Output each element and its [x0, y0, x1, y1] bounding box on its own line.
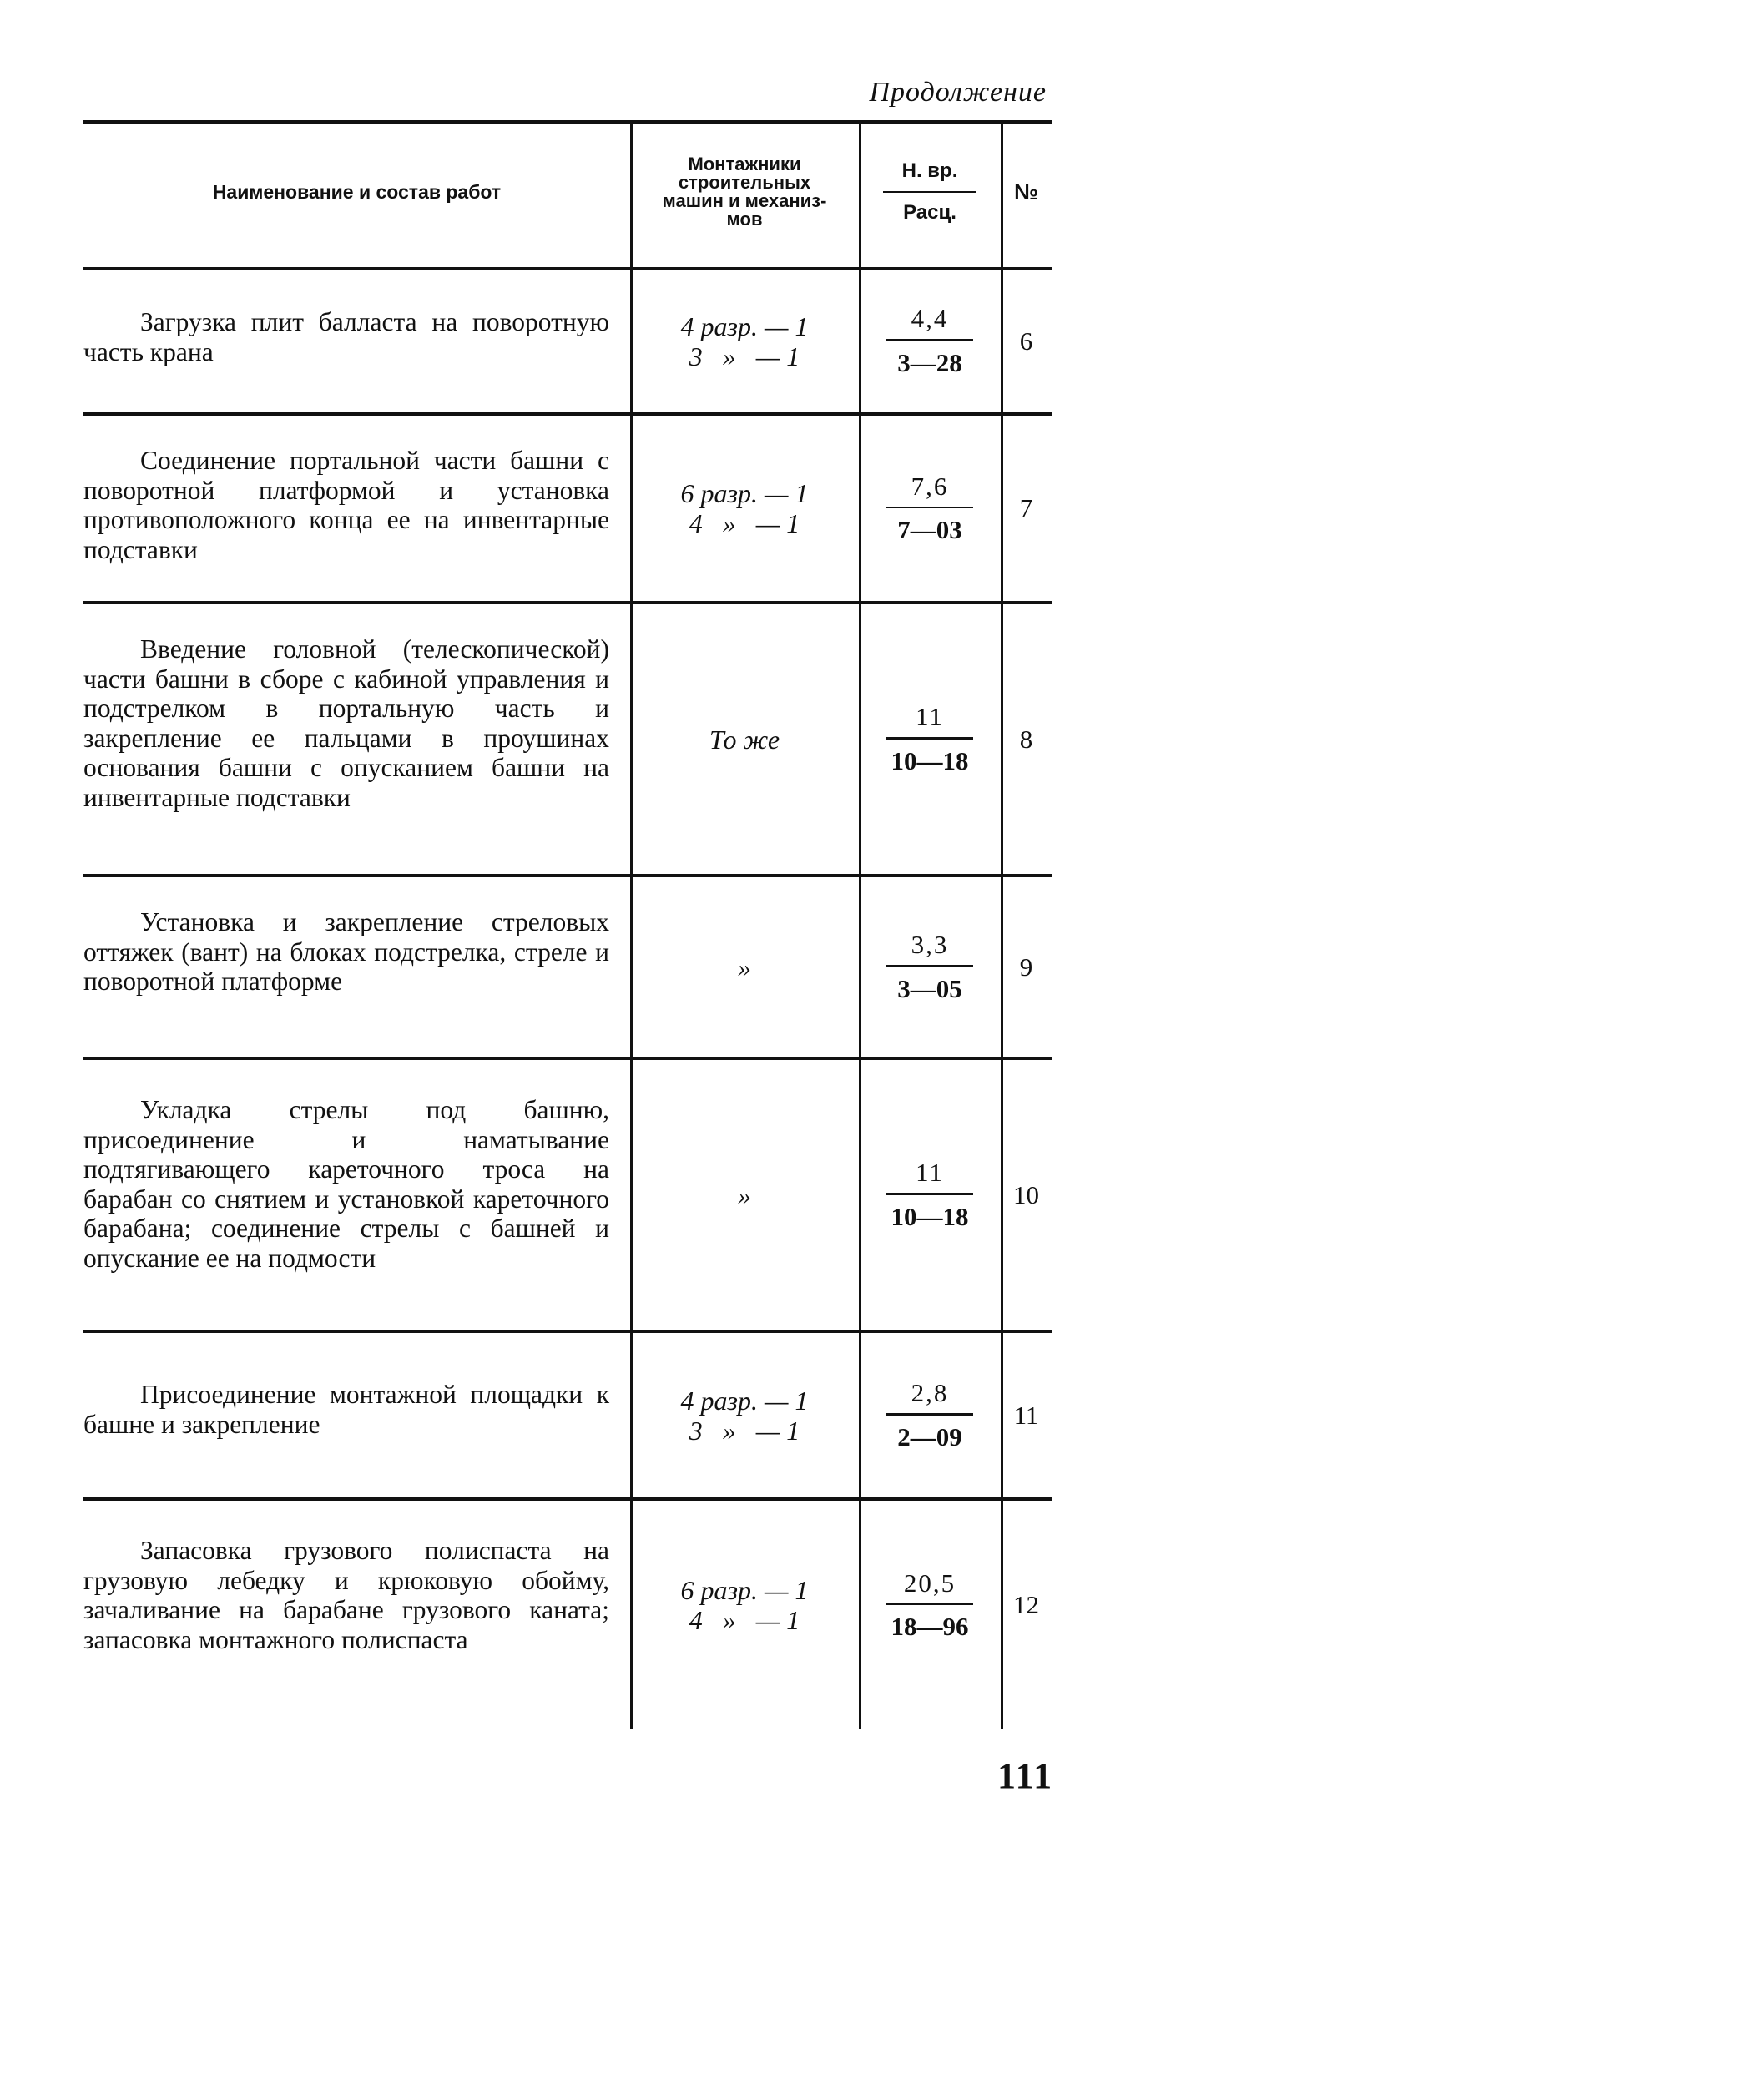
row-number: 8 — [1019, 724, 1033, 754]
crew-line: 4 » — 1 — [689, 508, 800, 538]
crew-cell — [630, 270, 859, 412]
norm-rate: 10—18 — [891, 745, 969, 775]
work-description: Соединение портальной части башни с поворотной платформой и установка противоположного конца ее на инвентарные подставки — [83, 446, 609, 564]
crew-line: » — [738, 1179, 751, 1210]
table-row — [83, 270, 1052, 412]
table-row — [83, 1333, 1052, 1497]
header-crew-line: машин и механиз- — [662, 190, 827, 211]
header-crew — [630, 125, 859, 259]
work-description: Укладка стрелы под башню, присоединение и наматывание подтягивающего кареточного троса на барабан со снятием и установкой кареточного барабана; соединение стрелы с башней и опускание ее на подмости — [83, 1095, 609, 1273]
fraction-bar — [886, 965, 973, 967]
norm-rate: 3—05 — [897, 973, 962, 1003]
crew-line: 3 » — 1 — [689, 341, 800, 371]
table-row — [83, 416, 1052, 601]
table-row — [83, 1501, 1052, 1729]
norm-time: 3,3 — [911, 930, 949, 960]
crew-cell — [630, 877, 859, 1057]
norm-rate: 7—03 — [897, 515, 962, 545]
crew-cell — [630, 604, 859, 874]
norm-cell — [859, 1333, 1001, 1497]
fraction-bar — [886, 507, 973, 509]
continuation-label: Продолжение — [869, 77, 1047, 108]
header-crew-line: строительных — [678, 172, 811, 193]
norm-rate: 10—18 — [891, 1201, 969, 1231]
crew-cell — [630, 1060, 859, 1330]
row-number: 9 — [1019, 952, 1033, 982]
header-number: № — [1014, 179, 1038, 204]
crew-cell — [630, 1333, 859, 1497]
header-norm-rate: Расц. — [903, 201, 956, 224]
crew-line: » — [738, 952, 751, 982]
norm-cell — [859, 416, 1001, 601]
norm-cell — [859, 1060, 1001, 1330]
work-description: Присоединение монтажной площадки к башне и закрепление — [83, 1380, 609, 1439]
row-number: 12 — [1013, 1590, 1039, 1619]
crew-cell — [630, 416, 859, 601]
top-rule — [83, 120, 1052, 124]
row-number: 6 — [1019, 326, 1033, 356]
crew-line: 6 разр. — 1 — [680, 1575, 809, 1605]
norm-time: 2,8 — [911, 1378, 949, 1408]
fraction-bar — [883, 191, 976, 193]
header-crew-line: мов — [726, 209, 763, 230]
norm-rate: 3—28 — [897, 347, 962, 377]
page-number: 111 — [997, 1755, 1054, 1796]
crew-line: 4 разр. — 1 — [680, 310, 809, 341]
fraction-bar — [886, 1193, 973, 1195]
fraction-bar — [886, 1603, 973, 1606]
norm-rate: 18—96 — [891, 1612, 969, 1642]
norm-cell — [859, 877, 1001, 1057]
norm-time: 4,4 — [911, 304, 949, 334]
work-description: Запасовка грузового полиспаста на грузовую лебедку и крюковую обойму, зачаливание на барабане грузового каната; запасовка монтажного полиспаста — [83, 1536, 609, 1654]
row-number: 10 — [1013, 1179, 1039, 1209]
norm-time: 11 — [916, 1158, 944, 1188]
fraction-bar — [886, 737, 973, 740]
fraction-bar — [886, 1413, 973, 1416]
norm-cell — [859, 1501, 1001, 1709]
crew-line: 4 разр. — 1 — [680, 1385, 809, 1416]
work-description: Введение головной (телескопической) части башни в сборе с кабиной управления и подстрелком в портальную часть и закрепление ее пальцами в проушинах основания башни с опусканием башни на инвентарные подставки — [83, 634, 609, 812]
crew-line: 6 разр. — 1 — [680, 478, 809, 508]
work-description: Установка и закрепление стреловых оттяжек (вант) на блоках подстрелка, стреле и поворотной платформе — [83, 907, 609, 996]
crew-line: 4 » — 1 — [689, 1605, 800, 1635]
norm-time: 11 — [916, 702, 944, 732]
norm-cell — [859, 270, 1001, 412]
crew-line: 3 » — 1 — [689, 1415, 800, 1446]
crew-cell — [630, 1501, 859, 1709]
header-norm-time: Н. вр. — [901, 159, 958, 182]
norm-rate: 2—09 — [897, 1421, 962, 1451]
crew-line: То же — [709, 724, 780, 755]
table-row — [83, 1060, 1052, 1330]
header-crew-line: Монтажники — [688, 154, 801, 174]
norm-time: 7,6 — [911, 471, 949, 501]
norms-table — [83, 120, 1052, 1729]
header-norm — [859, 125, 1001, 259]
table-row — [83, 877, 1052, 1057]
norm-cell — [859, 604, 1001, 874]
row-number: 7 — [1019, 493, 1033, 522]
table-row — [83, 604, 1052, 874]
work-description: Загрузка плит балласта на поворотную часть крана — [83, 307, 609, 366]
header-name: Наименование и состав работ — [212, 180, 502, 203]
norm-time: 20,5 — [903, 1567, 956, 1598]
fraction-bar — [886, 339, 973, 341]
row-number: 11 — [1013, 1400, 1039, 1430]
